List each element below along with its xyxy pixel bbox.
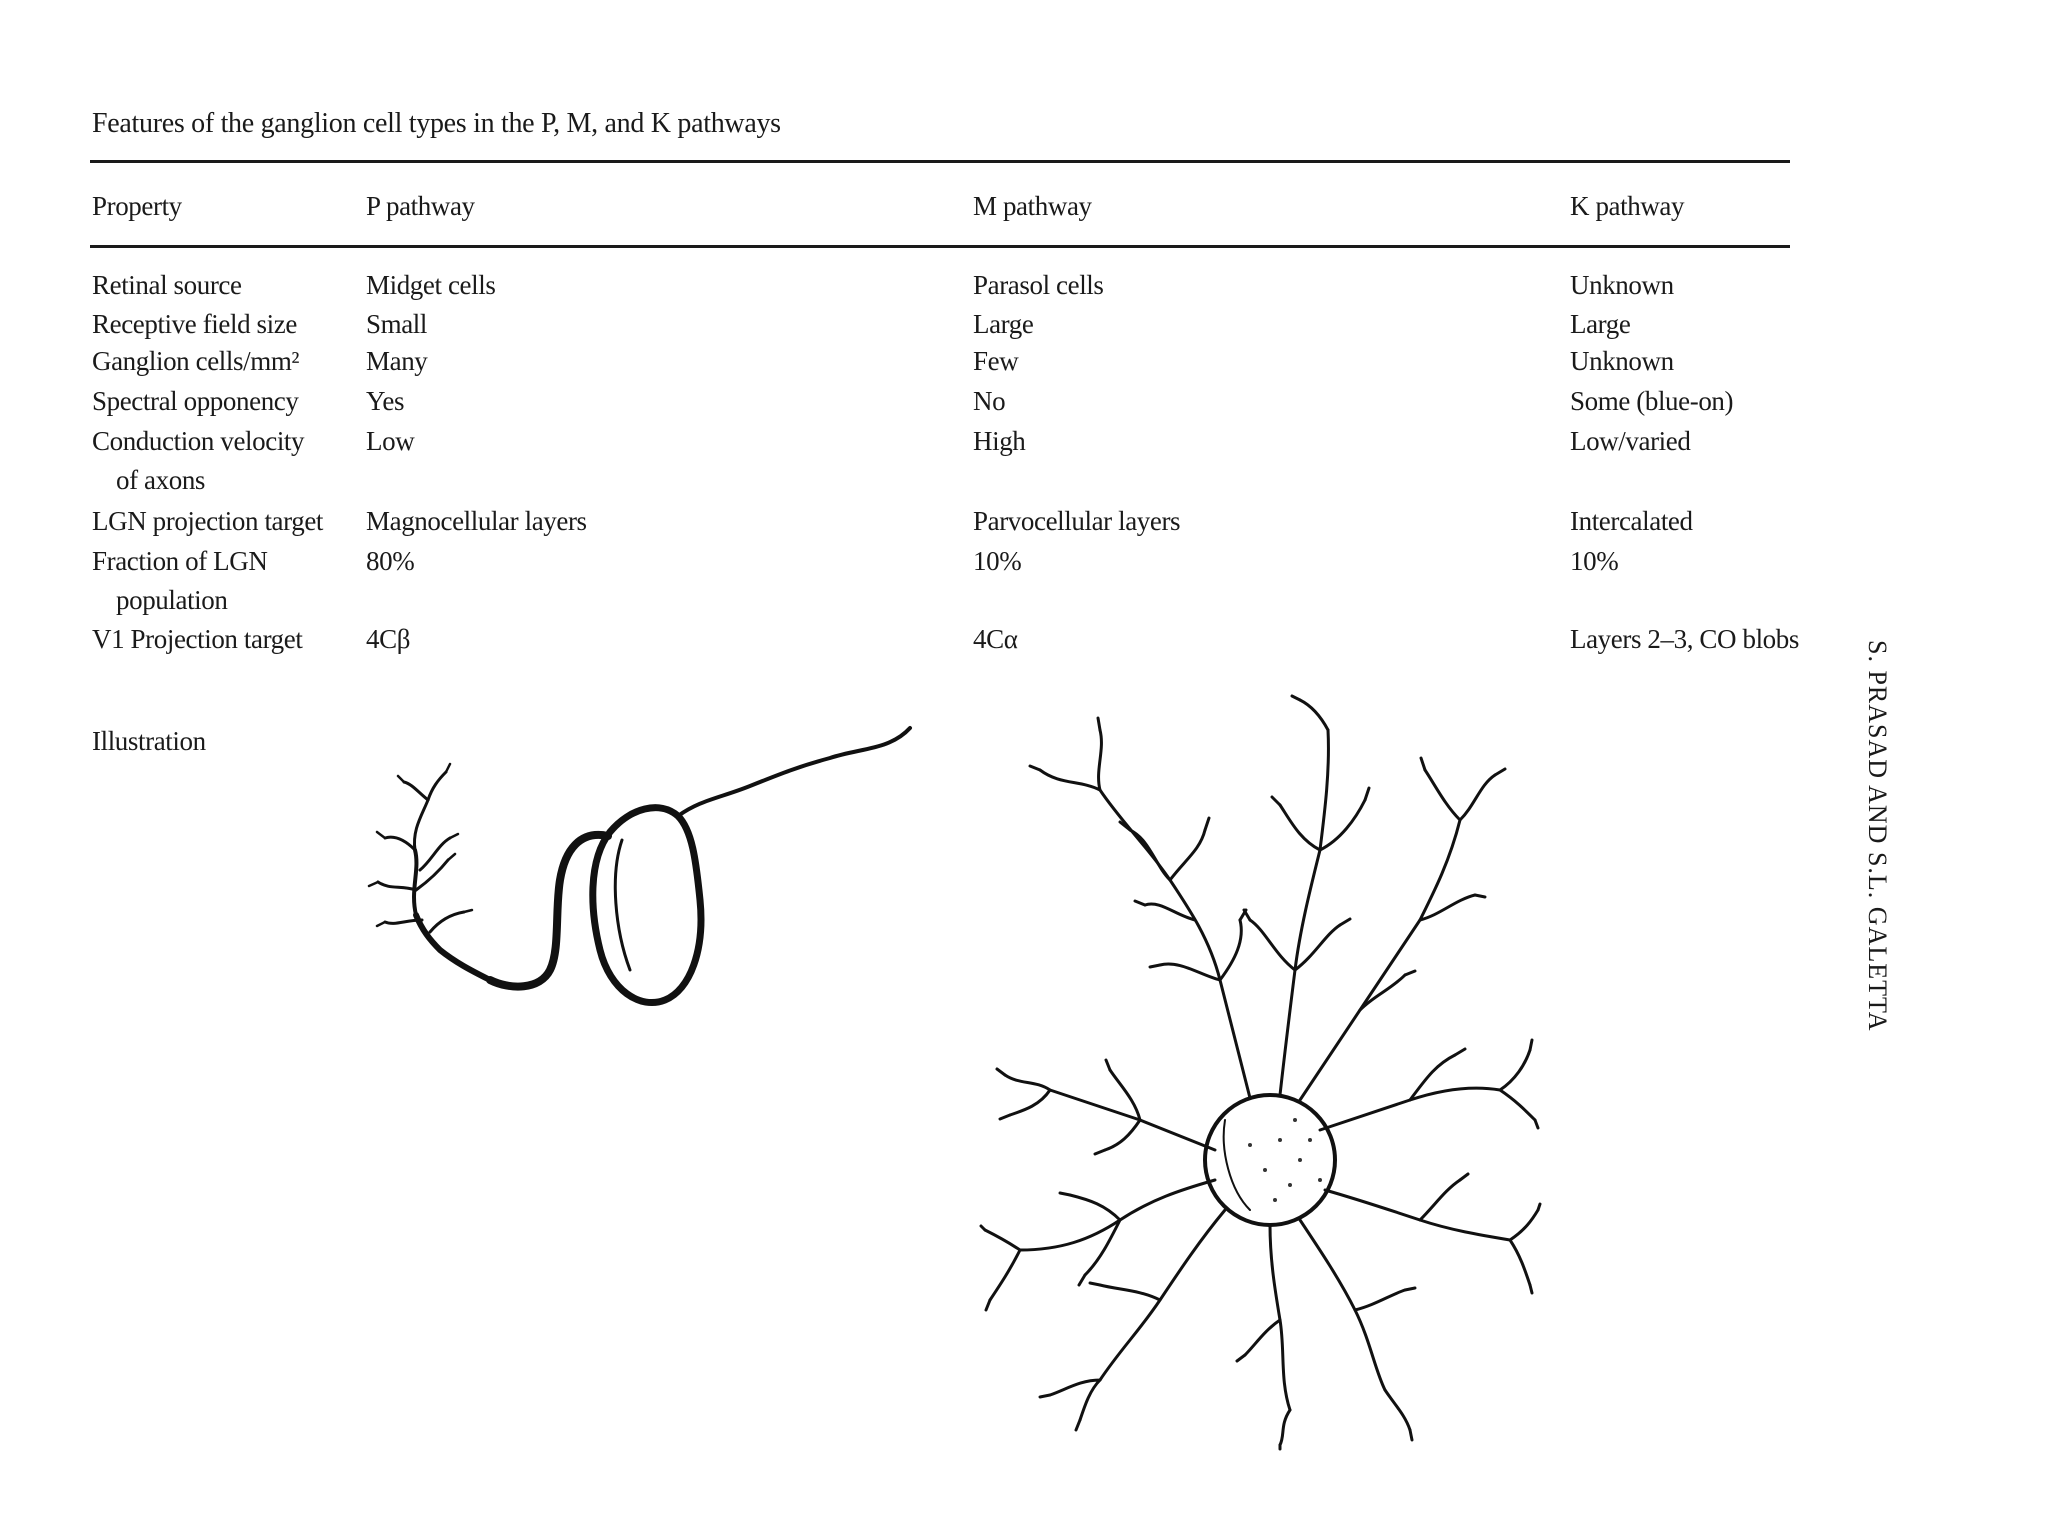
row-receptive-field-k: Large (1570, 309, 1631, 339)
row-lgn-fraction-property (92, 542, 267, 620)
header-m-pathway: M pathway (973, 191, 1092, 221)
header-k-pathway: K pathway (1570, 191, 1685, 221)
row-spectral-opponency-m: No (973, 386, 1006, 416)
row-conduction-velocity-m: High (973, 426, 1026, 456)
row-lgn-fraction-m: 10% (973, 546, 1022, 576)
row-lgn-target-m: Parvocellular layers (973, 506, 1181, 536)
row-retinal-source-m: Parasol cells (973, 270, 1104, 300)
row-v1-target-k: Layers 2–3, CO blobs (1570, 624, 1799, 654)
row-conduction-velocity-k: Low/varied (1570, 426, 1691, 456)
row-conduction-velocity-property-line2: of axons (116, 465, 206, 495)
row-retinal-source-k: Unknown (1570, 270, 1674, 300)
row-spectral-opponency-p: Yes (366, 386, 405, 416)
row-lgn-fraction-p: 80% (366, 546, 415, 576)
row-v1-target-property: V1 Projection target (92, 624, 303, 654)
row-conduction-velocity-property (92, 422, 304, 500)
row-conduction-velocity-property-line1: Conduction velocity (92, 426, 305, 456)
row-ganglion-density-p: Many (366, 346, 428, 376)
row-receptive-field-p: Small (366, 309, 428, 339)
row-spectral-opponency-property: Spectral opponency (92, 386, 299, 416)
row-ganglion-density-property: Ganglion cells/mm² (92, 346, 300, 376)
row-receptive-field-m: Large (973, 309, 1034, 339)
row-v1-target-p: 4Cβ (366, 624, 411, 654)
row-ganglion-density-k: Unknown (1570, 346, 1674, 376)
row-retinal-source-p: Midget cells (366, 270, 496, 300)
row-retinal-source-property: Retinal source (92, 270, 242, 300)
row-lgn-target-property: LGN projection target (92, 506, 324, 536)
row-conduction-velocity-p: Low (366, 426, 415, 456)
header-p-pathway: P pathway (366, 191, 475, 221)
row-lgn-fraction-k: 10% (1570, 546, 1619, 576)
row-lgn-fraction-property-line2: population (116, 585, 228, 615)
row-spectral-opponency-k: Some (blue-on) (1570, 386, 1734, 416)
table-header-rule (90, 245, 1790, 248)
row-lgn-target-k: Intercalated (1570, 506, 1693, 536)
midget-cell-illustration (360, 700, 920, 1030)
table-top-rule (90, 160, 1790, 163)
row-ganglion-density-m: Few (973, 346, 1019, 376)
table-caption: Features of the ganglion cell types in the P, M, and K pathways (92, 108, 781, 139)
row-lgn-target-p: Magnocellular layers (366, 506, 587, 536)
row-lgn-fraction-property-line1: Fraction of LGN (92, 546, 268, 576)
illustration-label: Illustration (92, 726, 206, 756)
running-head-authors: S. PRASAD AND S.L. GALETTA (1863, 640, 1892, 1032)
row-v1-target-m: 4Cα (973, 624, 1018, 654)
row-receptive-field-property: Receptive field size (92, 309, 297, 339)
parasol-cell-illustration (980, 690, 1540, 1450)
header-property: Property (92, 191, 182, 221)
